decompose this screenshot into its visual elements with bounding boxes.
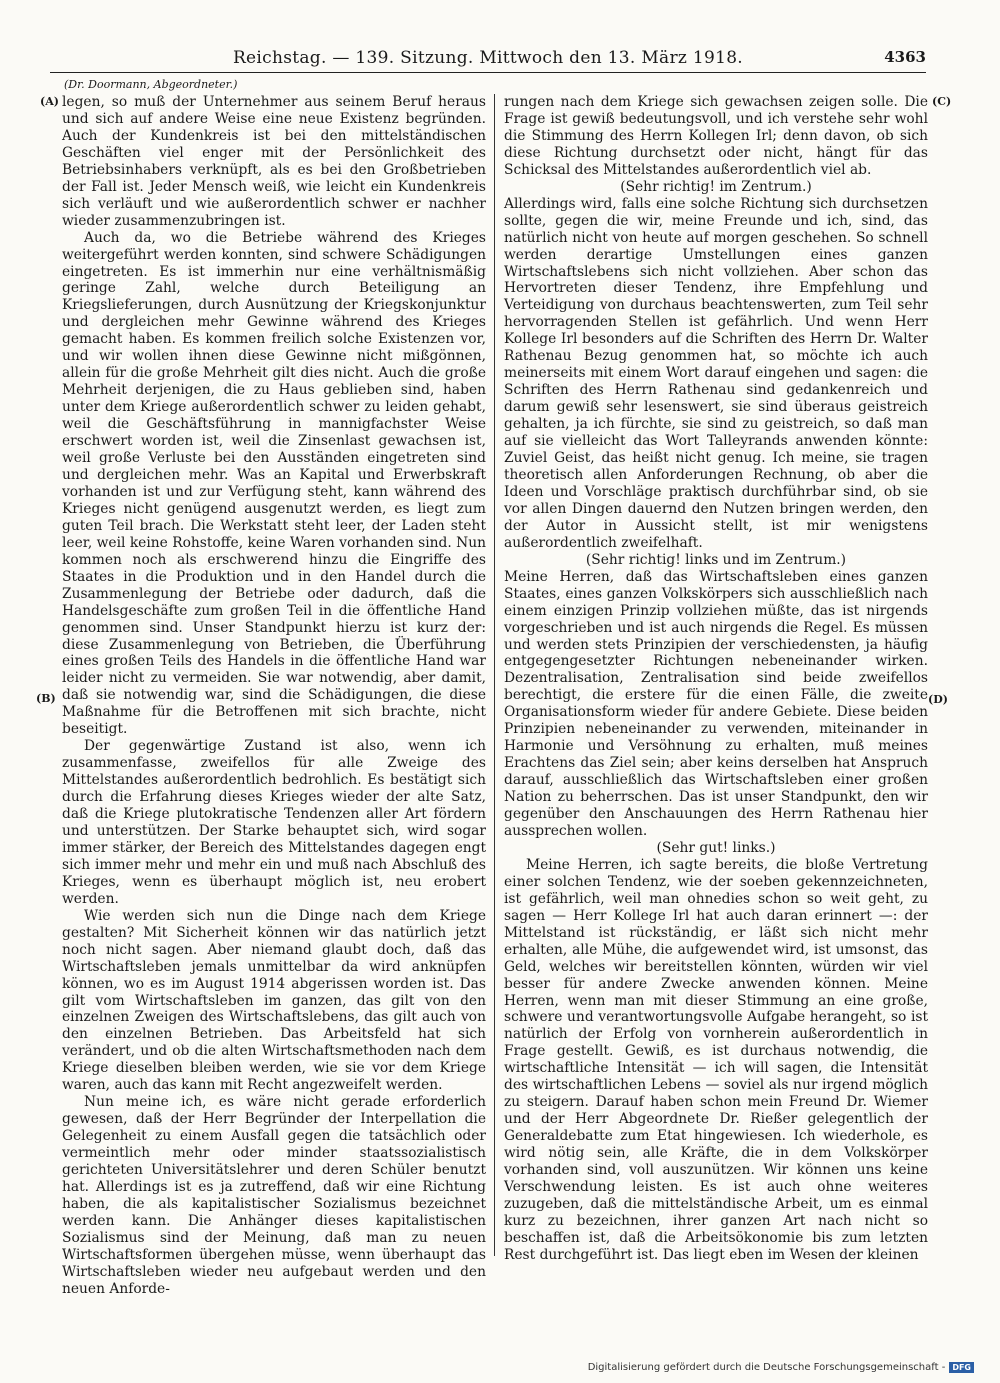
paragraph: legen, so muß der Unternehmer aus seinem Beruf heraus und sich auf andere Weise eine neue Existenz begründen. Auch der Kundenkreis ist bei den mittelständischen Geschäften viel enger mit der Persönlichkeit des Betriebsinhabers verknüpft, als es bei den Großbetrieben der Fall ist. Jeder Mensch weiß, wie leicht ein Kundenkreis sich verläuft und wie außerordentlich schwer er nachher wieder zusammenzubringen ist. <box>62 94 486 229</box>
paragraph: Nun meine ich, es wäre nicht gerade erforderlich gewesen, daß der Herr Begründer der Interpellation die Gelegenheit zu einem Ausfall gegen die tatsächlich oder vermeintlich mehr oder minder staatssozialistisch gerichteten Universitätslehrer und deren Schüler benutzt hat. Allerdings ist es ja zutreffend, daß wir eine Richtung haben, die als kapitalistischer Sozialismus bezeichnet werden kann. Die Anhänger dieses kapitalistischen Sozialismus sind der Meinung, daß man zu neuen Wirtschaftsformen übergehen müsse, wenn überhaupt das Wirtschaftsleben wieder neu aufgebaut werden und den neuen Anforde- <box>62 1094 486 1297</box>
paragraph: Allerdings wird, falls eine solche Richtung sich durchsetzen sollte, gegen die wir, meine Freunde und ich, sind, das natürlich nicht von heute auf morgen geschehen. So schnell werden derartige Umstellungen eines ganzen Wirtschaftslebens sich nicht vollziehen. Aber schon das Hervortreten dieser Tendenz, ihre Empfehlung und Verteidigung von durchaus beachtenswerten, zum Teil sehr hervorragenden Stellen ist gefährlich. Und wenn Herr Kollege Irl besonders auf die Schriften des Herrn Dr. Walter Rathenau Bezug genommen hat, so möchte ich auch meinerseits mit einem Wort darauf eingehen und sagen: die Schriften des Herrn Rathenau sind gedankenreich und darum gewiß sehr lesenswert, sie sind überaus geistreich gehalten, ja ich fürchte, sie sind zu geistreich, so daß man auf sie vielleicht das Wort Talleyrands anwenden könnte: Zuviel Geist, das heißt nicht genug. Ich meine, sie tragen theoretisch allen Anforderungen Rechnung, ob aber die Ideen und Vorschläge praktisch durchführbar sind, ob sie vor allen Dingen dauernd den Nutzen bringen werden, den der Autor in Aussicht stellt, ist mir wenigstens außerordentlich zweifelhaft. <box>504 195 928 551</box>
margin-marker-d: (D) <box>928 693 948 706</box>
dfg-logo: DFG <box>949 1362 974 1373</box>
margin-marker-a: (A) <box>40 95 59 108</box>
footer-text: Digitalisierung gefördert durch die Deutsche Forschungsgemeinschaft - <box>587 1362 946 1373</box>
paragraph: Auch da, wo die Betriebe während des Krieges weitergeführt werden konnten, sind schwere Schädigungen eingetreten. Es ist immerhin nur eine verhältnismäßig geringe Zahl, welche durch Beteiligung an Kriegslieferungen, durch Ausnützung der Kriegskonjunktur und dergleichen mehr Gewinne während des Krieges gemacht haben. Es kommen freilich solche Existenzen vor, und wir wollen ihnen diese Gewinne nicht mißgönnen, allein für die große Mehrheit gilt dies nicht. Auch die große Mehrheit derjenigen, die zu Haus geblieben sind, haben unter dem Kriege außerordentlich schwer zu leiden gehabt, weil die Geschäftsführung in mannigfachster Weise erschwert worden ist, weil die Zinsenlast gewachsen ist, weil große Verluste bei den Ausständen eingetreten sind und dergleichen mehr. Was an Kapital und Erwerbskraft vorhanden ist und zur Verfügung steht, kann während des Krieges nicht genügend ausgenutzt werden, es liegt zum guten Teil brach. Die Werkstatt steht leer, der Laden steht leer, weil keine Rohstoffe, keine Waren vorhanden sind. Nun kommen noch als erschwerend hinzu die Eingriffe des Staates in die Produktion und in den Handel durch die Zusammenlegung der Betriebe oder dadurch, daß die Handelsgeschäfte zum großen Teil in die öffentliche Hand genommen sind. Unser Standpunkt hierzu ist kurz der: diese Zusammenlegung von Betrieben, die Überführung eines großen Teils des Handels in die öffentliche Hand war leider nicht zu vermeiden. Sie war notwendig, aber damit, daß sie notwendig war, sind die Schädigungen, die diese Maßnahme für die Betroffenen mit sich brachte, nicht beseitigt. <box>62 229 486 738</box>
paragraph: Meine Herren, ich sagte bereits, die bloße Vertretung einer solchen Tendenz, wie der soeben gekennzeichneten, ist gefährlich, weil man ohnedies schon so weit geht, zu sagen — Herr Kollege Irl hat auch daran erinnert —: der Mittelstand ist rückständig, er läßt sich nicht mehr erhalten, alle Mühe, die aufgewendet wird, ist umsonst, das Geld, welches wir bereitstellen könnten, würden wir viel besser für andere Zwecke anwenden können. Meine Herren, wenn man mit dieser Stimmung an eine große, schwere und verantwortungsvolle Aufgabe herangeht, so ist natürlich der Erfolg von vornherein außerordentlich in Frage gestellt. Gewiß, es ist durchaus notwendig, die wirtschaftliche Intensität — ich will sagen, die Intensität des wirtschaftlichen Lebens — soviel als nur irgend möglich zu steigern. Darauf haben schon mein Freund Dr. Wiemer und der Herr Abgeordnete Dr. Rießer gelegentlich der Generaldebatte zum Etat hingewiesen. Ich wiederhole, es wird nötig sein, alle Kräfte, die in dem Volkskörper vorhanden sind, voll auszunützen. Wir können uns keine Verschwendung leisten. Es ist auch ohne weiteres zuzugeben, daß die mittelständische Arbeit, um es einmal kurz zu bezeichnen, ihrer ganzen Art nach nicht so beschaffen ist, daß die Arbeitsökonomie bis zum letzten Rest durchgeführt ist. Das liegt eben im Wesen der kleinen <box>504 856 928 1263</box>
left-column <box>62 94 486 1297</box>
running-title: Reichstag. — 139. Sitzung. Mittwoch den 13. März 1918. <box>232 48 744 68</box>
page-number: 4363 <box>884 48 926 66</box>
interjection: (Sehr richtig! links und im Zentrum.) <box>585 551 847 568</box>
margin-marker-c: (C) <box>932 95 952 108</box>
column-divider <box>494 94 495 1256</box>
page-header <box>50 44 926 73</box>
footer <box>588 1362 974 1373</box>
paragraph: Wie werden sich nun die Dinge nach dem Kriege gestalten? Mit Sicherheit können wir das natürlich jetzt noch nicht sagen. Aber niemand glaubt doch, daß das Wirtschaftsleben jemals unmittelbar da wird anknüpfen können, wo es im August 1914 abgerissen worden ist. Das gilt vom Wirtschaftsleben im ganzen, das gilt von den einzelnen Zweigen des Wirtschaftslebens, das gilt auch von den einzelnen Betrieben. Das Arbeitsfeld hat sich verändert, und ob die alten Wirtschaftsmethoden nach dem Kriege dieselben bleiben werden, wie sie vor dem Kriege waren, auch das kann mit Recht angezweifelt werden. <box>62 907 486 1094</box>
interjection: (Sehr richtig! im Zentrum.) <box>620 178 812 195</box>
paragraph: rungen nach dem Kriege sich gewachsen zeigen solle. Die Frage ist gewiß bedeutungsvoll, und ich verstehe sehr wohl die Stimmung des Herrn Kollegen Irl; denn davon, ob sich diese Richtung durchsetzt oder nicht, hängt für das Schicksal des Mittelstandes außerordentlich viel ab. <box>504 94 928 178</box>
paragraph: Meine Herren, daß das Wirtschaftsleben eines ganzen Staates, eines ganzen Volkskörpers sich ausschließlich nach einem einzigen Prinzip vollziehen müßte, das ist nirgends vorgeschrieben und ist auch nirgends die Regel. Es müssen und werden stets Prinzipien der verschiedensten, ja häufig entgegengesetzter Richtungen nebeneinander wirken. Dezentralisation, Zentralisation sind beide zweifellos berechtigt, die erstere für die einen Fälle, die zweite Organisationsform wieder für andere Gebiete. Diese beiden Prinzipien nebeneinander zu verwenden, miteinander in Harmonie und Versöhnung zu erhalten, muß meines Erachtens das Ziel sein; aber keins derselben hat Anspruch darauf, ausschließlich das Wirtschaftsleben einer großen Nation zu beherrschen. Das ist unser Standpunkt, den wir gegenüber den Anschauungen des Herrn Rathenau hier aussprechen wollen. <box>504 568 928 839</box>
speaker-line: (Dr. Doormann, Abgeordneter.) <box>64 78 238 91</box>
interjection: (Sehr gut! links.) <box>656 839 776 856</box>
paragraph: Der gegenwärtige Zustand ist also, wenn ich zusammenfasse, zweifellos für alle Zweige des Mittelstandes außerordentlich bedrohlich. Es bestätigt sich durch die Erfahrung dieses Krieges wieder der alte Satz, daß die Kriege plutokratische Tendenzen aller Art fördern und unterstützen. Der Starke behauptet sich, wird sogar immer stärker, der Bereich des Mittelstandes dagegen engt sich immer mehr und mehr ein und muß nach Abschluß des Krieges, wenn es überhaupt möglich ist, neu erobert werden. <box>62 738 486 907</box>
margin-marker-b: (B) <box>36 692 56 705</box>
right-column <box>504 94 928 1262</box>
